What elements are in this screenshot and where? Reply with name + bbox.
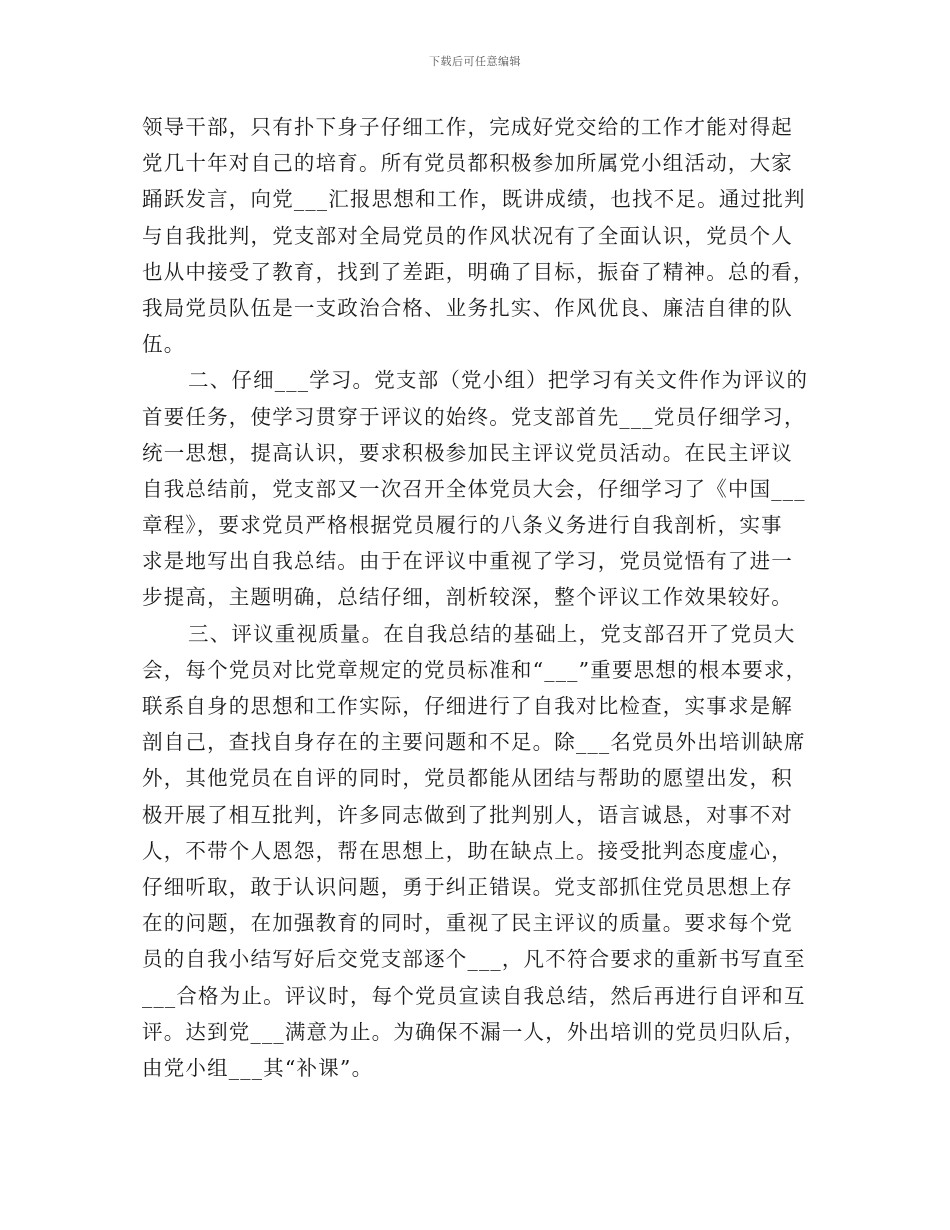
text-line: 极开展了相互批判，许多同志做到了批判别人，语言诚恳，对事不对 xyxy=(142,802,793,827)
text-line: 领导干部，只有扑下身子仔细工作，完成好党交给的工作才能对得起 xyxy=(142,115,793,139)
text-line: 在的问题，在加强教育的同时，重视了民主评议的质量。要求每个党 xyxy=(142,911,793,936)
text-line: 仔细听取，敢于认识问题，勇于纠正错误。党支部抓住党员思想上存 xyxy=(142,874,793,899)
text-line: 会，每个党员对比党章规定的党员标准和“___”重要思想的根本要求， xyxy=(142,657,808,682)
text-line: ___合格为止。评议时，每个党员宣读自我总结，然后再进行自评和互 xyxy=(142,983,806,1008)
text-line: 统一思想，提高认识，要求积极参加民主评议党员活动。在民主评议 xyxy=(142,440,793,465)
paragraph-start-line: 二、仔细___学习。党支部（党小组）把学习有关文件作为评议的 xyxy=(188,368,809,393)
text-line: 由党小组___其“补课”。 xyxy=(142,1055,374,1080)
text-line: 员的自我小结写好后交党支部逐个___，凡不符合要求的重新书写直至 xyxy=(142,947,806,972)
text-line: 章程》，要求党员严格根据党员履行的八条义务进行自我剖析，实事 xyxy=(142,513,783,538)
text-line: 我局党员队伍是一支政治合格、业务扎实、作风优良、廉洁自律的队 xyxy=(142,295,793,320)
text-line: 也从中接受了教育，找到了差距，明确了目标，振奋了精神。总的看， xyxy=(142,259,815,284)
header-note: 下载后可任意编辑 xyxy=(429,55,521,68)
text-line: 与自我批判，党支部对全局党员的作风状况有了全面认识，党员个人 xyxy=(142,223,793,248)
text-line: 党几十年对自己的培育。所有党员都积极参加所属党小组活动，大家 xyxy=(142,151,793,176)
document-body xyxy=(142,109,815,1086)
text-line: 伍。 xyxy=(142,332,186,357)
text-line: 求是地写出自我总结。由于在评议中重视了学习，党员觉悟有了进一 xyxy=(142,549,793,574)
text-line: 剖自己，查找自身存在的主要问题和不足。除___名党员外出培训缺席 xyxy=(142,730,806,755)
text-line: 步提高，主题明确，总结仔细，剖析较深，整个评议工作效果较好。 xyxy=(142,585,793,610)
text-line: 评。达到党___满意为止。为确保不漏一人，外出培训的党员归队后， xyxy=(142,1019,806,1044)
text-line: 自我总结前，党支部又一次召开全体党员大会，仔细学习了《中国___ xyxy=(142,476,806,501)
text-line: 联系自身的思想和工作实际，仔细进行了自我对比检查，实事求是解 xyxy=(142,694,793,718)
text-line: 人，不带个人恩怨，帮在思想上，助在缺点上。接受批判态度虚心， xyxy=(142,838,793,863)
text-line: 外，其他党员在自评的同时，党员都能从团结与帮助的愿望出发，积 xyxy=(142,766,793,791)
text-line: 首要任务，使学习贯穿于评议的始终。党支部首先___党员仔细学习， xyxy=(142,404,806,429)
paragraph-start-line: 三、评议重视质量。在自我总结的基础上，党支部召开了党员大 xyxy=(188,621,796,646)
text-line: 踊跃发言，向党___汇报思想和工作，既讲成绩，也找不足。通过批判 xyxy=(142,187,806,212)
